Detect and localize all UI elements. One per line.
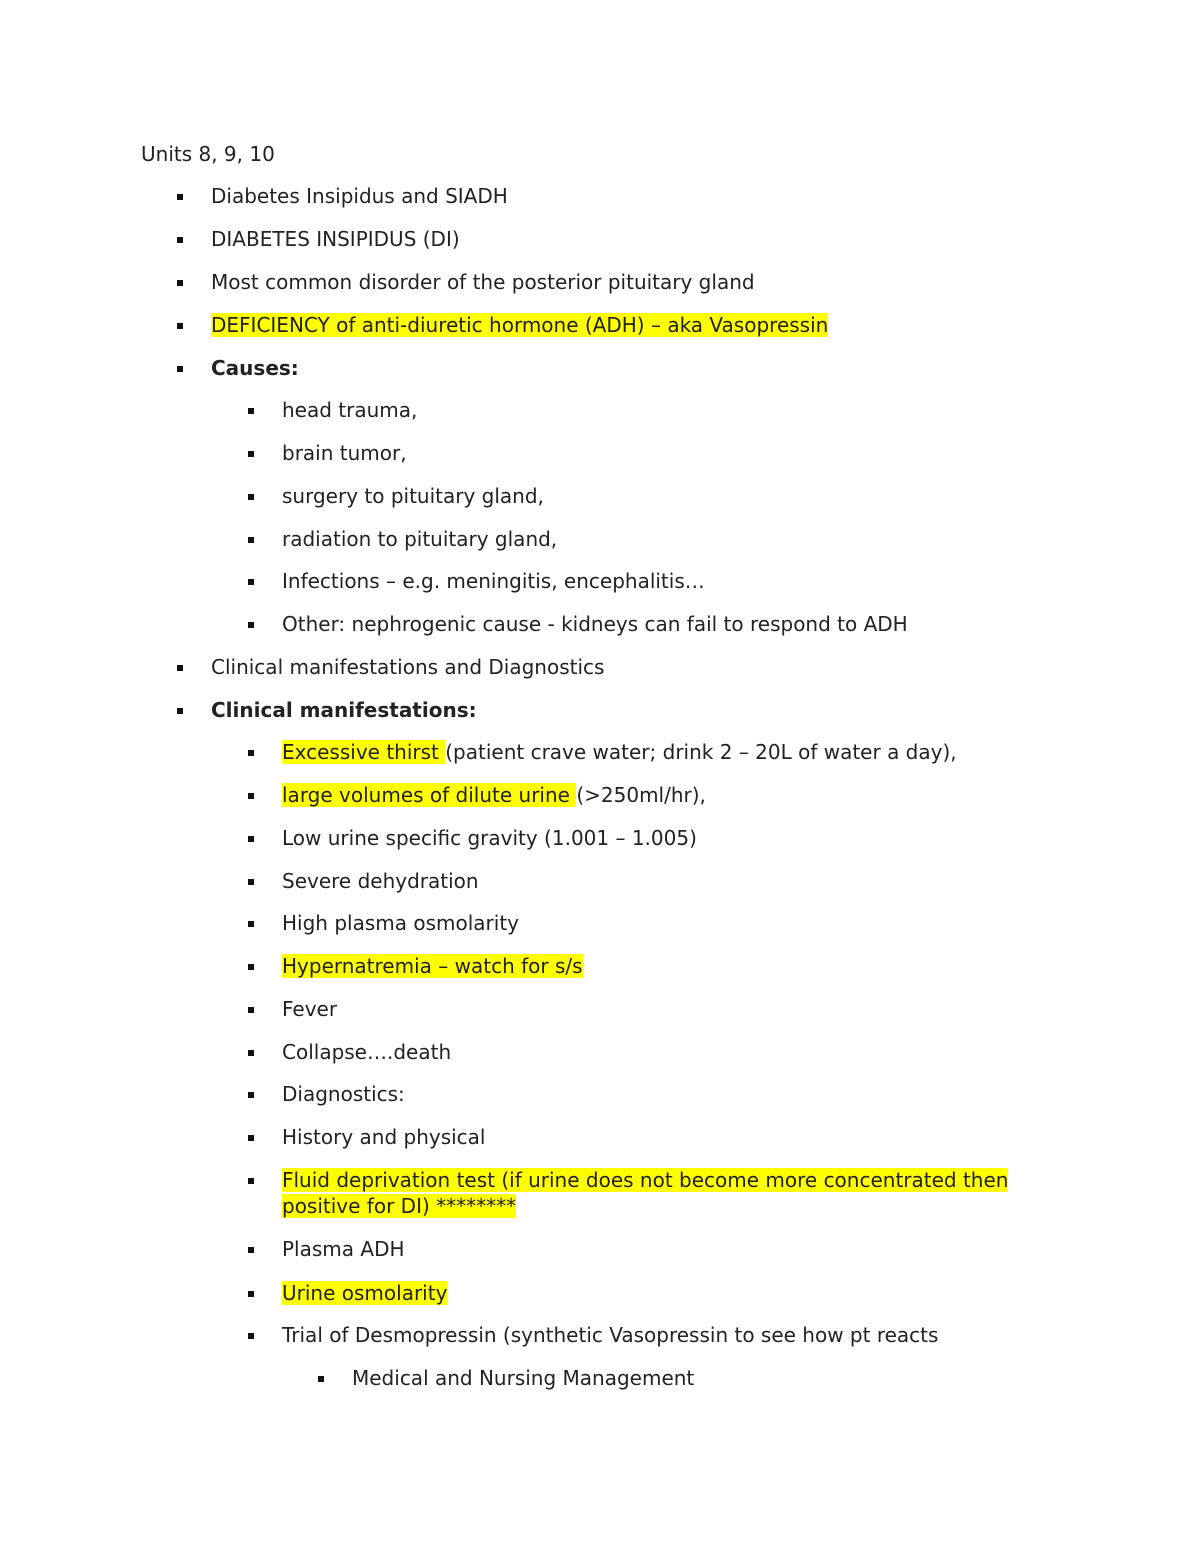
bullet-icon <box>248 1291 254 1297</box>
highlighted-text: Fluid deprivation test (if urine does not become more concentrated then positive for DI) ******** <box>282 1168 1009 1218</box>
bullet-icon <box>248 451 254 457</box>
bullet-icon <box>177 708 183 714</box>
highlighted-text: Urine osmolarity <box>282 1281 448 1305</box>
bullet-icon <box>248 964 254 970</box>
highlighted-text: large volumes of dilute urine <box>282 783 577 807</box>
bullet-icon <box>177 323 183 329</box>
document-page: Units 8, 9, 10 Diabetes Insipidus and SIADH DIABETES INSIPIDUS (DI) Most common disorder of the posterior pituitary gland DEFICIENCY of anti-diuretic hormone (ADH) – aka Vasopressin Causes: head trauma, brain tumor, surgery to pituitary gland, radiation to pituitary gland, Infections – e.g. meningitis, encephalitis… Other: nephrogenic cause - kidneys can fail to respond to ADH Clinical manifestations and Diagnostics Clinical manifestations: Excessive thirst (patient crave water; drink 2 – 20L of water a day), large volumes of dilute urine (>250ml/hr), Low urine specific gravity (1.001 – 1.005) Severe dehydration High plasma osmolarity Hypernatremia – watch for s/s Fever Collapse….death Diagnostics: History and physical Fluid deprivation test (if urine does not become more concentrated then positive for DI) ******** Plasma ADH Urine osmolarity Trial of Desmopressin (synthetic Vasopressin to see how pt reacts Medical and Nursing Management <box>141 142 1009 1390</box>
bullet-icon <box>248 921 254 927</box>
bullet-icon <box>248 1050 254 1056</box>
bullet-icon <box>248 1135 254 1141</box>
bullet-icon <box>177 665 183 671</box>
bullet-icon <box>248 408 254 414</box>
highlighted-text: Hypernatremia – watch for s/s <box>282 954 583 978</box>
bullet-icon <box>248 836 254 842</box>
bullet-icon <box>248 579 254 585</box>
section-heading: Causes: <box>211 356 299 380</box>
bullet-icon <box>248 879 254 885</box>
bullet-icon <box>248 1247 254 1253</box>
bullet-icon <box>248 1178 254 1184</box>
bullet-icon <box>318 1376 324 1382</box>
bullet-icon <box>248 494 254 500</box>
document-title: Units 8, 9, 10 <box>141 142 275 166</box>
highlighted-text: DEFICIENCY of anti-diuretic hormone (ADH) – aka Vasopressin <box>211 313 829 337</box>
bullet-icon <box>248 793 254 799</box>
bullet-icon <box>248 750 254 756</box>
section-heading: Clinical manifestations: <box>211 698 477 722</box>
bullet-icon <box>248 1333 254 1339</box>
highlighted-text: Excessive thirst <box>282 740 446 764</box>
bullet-icon <box>177 366 183 372</box>
bullet-icon <box>177 194 183 200</box>
bullet-icon <box>177 237 183 243</box>
bullet-icon <box>248 1092 254 1098</box>
bullet-icon <box>248 622 254 628</box>
bullet-icon <box>248 1007 254 1013</box>
bullet-icon <box>177 280 183 286</box>
bullet-icon <box>248 537 254 543</box>
